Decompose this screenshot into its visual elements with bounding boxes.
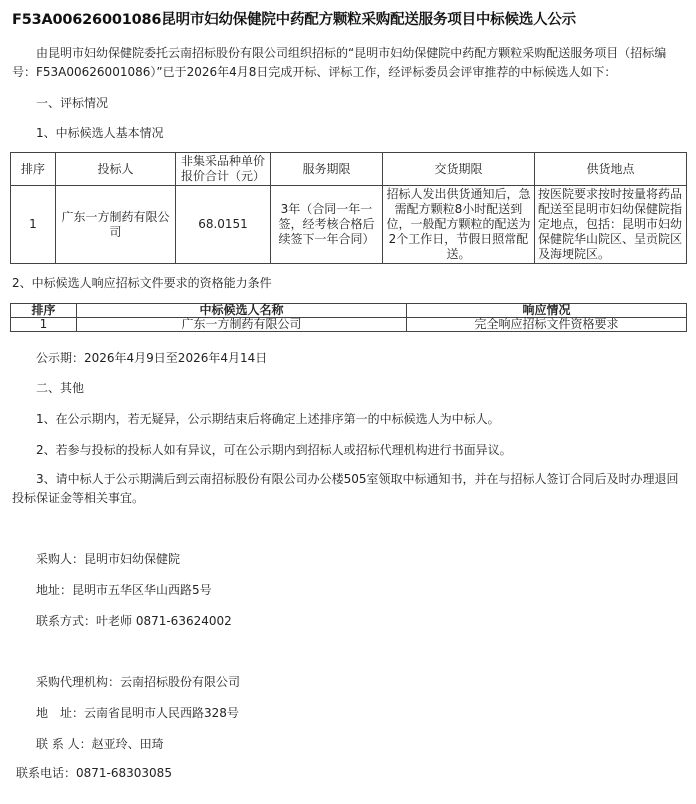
- cell-bidder: 广东一方制药有限公司: [56, 186, 176, 264]
- table-header-row: [11, 153, 687, 186]
- agency-phone: 联系电话：0871-68303085: [16, 766, 172, 780]
- header-response: 响应情况: [407, 304, 687, 318]
- section-evaluation-heading: 一、评标情况: [36, 96, 109, 110]
- table-row: [11, 186, 687, 264]
- header-candidate-name: 中标候选人名称: [77, 304, 407, 318]
- table-header-row: [11, 304, 687, 318]
- cell-rank: 1: [11, 186, 56, 264]
- agency-address: 地 址：云南省昆明市人民西路328号: [36, 706, 239, 720]
- other-item-1: 1、在公示期内，若无疑异，公示期结束后将确定上述排序第一的中标候选人为中标人。: [36, 412, 500, 426]
- header-rank: 排序: [11, 153, 56, 186]
- header-price: 非集采品种单价报价合计（元）: [176, 153, 271, 186]
- header-bidder: 投标人: [56, 153, 176, 186]
- cell-candidate-name: 广东一方制药有限公司: [77, 318, 407, 332]
- cell-delivery-location: 按医院要求按时按量将药品配送至昆明市妇幼保健院指定地点，包括：昆明市妇幼保健院华山院区、呈贡院区及海埂院区。: [535, 186, 687, 264]
- other-item-3: 3、请中标人于公示期满后到云南招标股份有限公司办公楼505室领取中标通知书，并在与招标人签订合同后及时办理退回投标保证金等相关事宜。: [12, 472, 679, 505]
- notice-period: 公示期：2026年4月9日至2026年4月14日: [36, 351, 268, 365]
- intro-paragraph: 由昆明市妇幼保健院委托云南招标股份有限公司组织招标的“昆明市妇幼保健院中药配方颗粒采购配送服务项目（招标编号：F53A00626001086）”已于2026年4月8日完成开标、评标工作，经评标委员会评审推荐的中标候选人如下：: [12, 46, 667, 79]
- purchaser-contact: 联系方式：叶老师 0871-63624002: [36, 614, 232, 628]
- agency-name: 采购代理机构：云南招标股份有限公司: [36, 675, 241, 689]
- header-delivery-term: 交货期限: [383, 153, 535, 186]
- table-row: [11, 318, 687, 332]
- purchaser-address: 地址：昆明市五华区华山西路5号: [36, 583, 212, 597]
- subsection-qualification: 2、中标候选人响应招标文件要求的资格能力条件: [12, 276, 272, 290]
- purchaser-name: 采购人：昆明市妇幼保健院: [36, 552, 181, 566]
- other-item-2: 2、若参与投标的投标人如有异议，可在公示期内到招标人或招标代理机构进行书面异议。: [36, 443, 512, 457]
- subsection-candidate-info: 1、中标候选人基本情况: [36, 126, 164, 140]
- cell-response: 完全响应招标文件资格要求: [407, 318, 687, 332]
- cell-delivery-term: 招标人发出供货通知后，急需配方颗粒8小时配送到位，一般配方颗粒的配送为2个工作日，节假日照常配送。: [383, 186, 535, 264]
- page-title: F53A00626001086昆明市妇幼保健院中药配方颗粒采购配送服务项目中标候选人公示: [12, 12, 576, 28]
- agency-contact-person: 联 系 人：赵亚玲、田琦: [36, 737, 164, 751]
- header-delivery-location: 供货地点: [535, 153, 687, 186]
- cell-rank: 1: [11, 318, 77, 332]
- section-other-heading: 二、其他: [36, 381, 85, 395]
- qualification-table: [10, 303, 687, 332]
- header-rank: 排序: [11, 304, 77, 318]
- header-service-term: 服务期限: [271, 153, 383, 186]
- cell-service-term: 3年（合同一年一签，经考核合格后续签下一年合同）: [271, 186, 383, 264]
- cell-price: 68.0151: [176, 186, 271, 264]
- candidate-table: [10, 152, 687, 264]
